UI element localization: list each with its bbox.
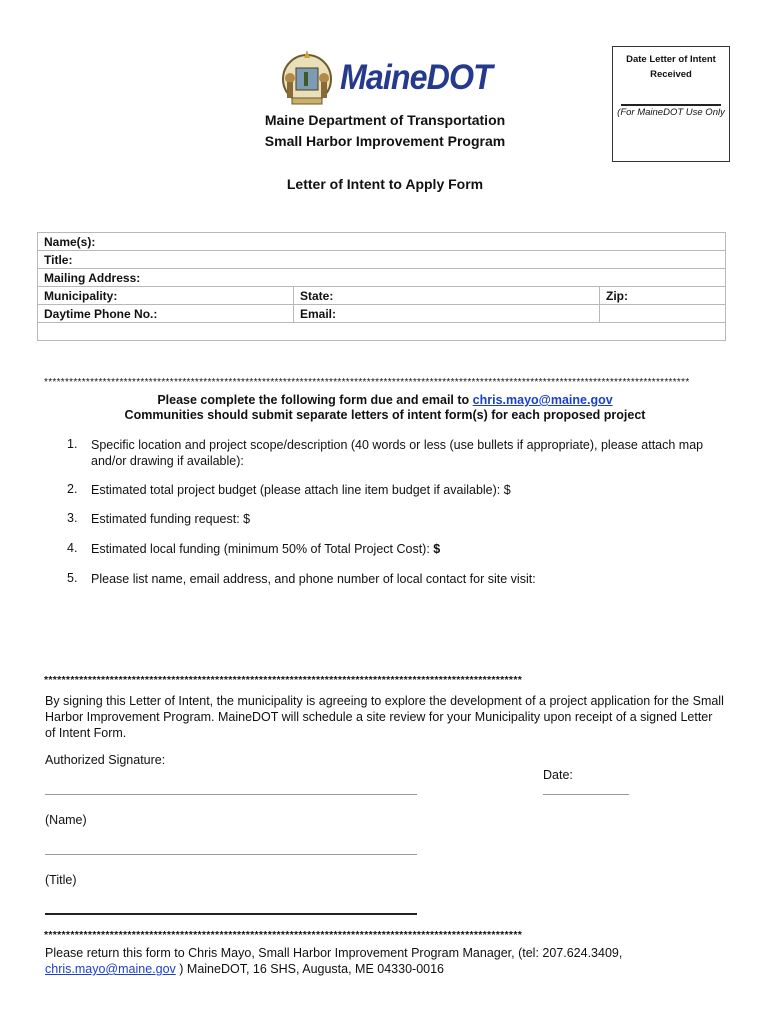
signature-line[interactable]: [45, 794, 417, 795]
form-title: Letter of Intent to Apply Form: [286, 176, 484, 192]
return-address: [45, 961, 725, 977]
state-field[interactable]: State:: [294, 287, 600, 305]
agreement-text: By signing this Letter of Intent, the municipality is agreeing to explore the development of a project application for the Small Harbor Improvement Program. MaineDOT will schedule a site review for your Municipality upon receipt of a signed Letter of Intent Form.: [45, 694, 724, 740]
footer-email-link[interactable]: chris.mayo@maine.gov: [45, 962, 176, 976]
item-total-budget: Estimated total project budget (please attach line item budget if available): $: [91, 483, 511, 497]
blank-row: [38, 323, 726, 341]
office-use-note: (For MaineDOT Use Only: [617, 107, 725, 118]
item-number: 3.: [67, 511, 78, 525]
org-name: Maine Department of Transportation: [264, 112, 506, 128]
authorized-signature-label: Authorized Signature:: [45, 753, 166, 767]
item-local-contact: Please list name, email address, and phone number of local contact for site visit:: [91, 572, 536, 586]
title-field[interactable]: Title:: [38, 251, 726, 269]
applicant-info-table: [37, 232, 726, 341]
municipality-field[interactable]: Municipality:: [38, 287, 294, 305]
item-funding-request: Estimated funding request: $: [91, 512, 251, 526]
brand-wordmark: MaineDOT: [340, 58, 492, 97]
item-number: 4.: [67, 541, 78, 555]
return-instructions: Please return this form to Chris Mayo, Small Harbor Improvement Program Manager, (tel: 207.624.3409,: [45, 946, 623, 960]
contact-email-link[interactable]: chris.mayo@maine.gov: [472, 393, 613, 407]
date-received-line: [621, 104, 721, 106]
separator: *************************************************************************************************************: [44, 929, 523, 941]
date-received-label: Date Letter of Intent Received: [626, 54, 716, 80]
separator: **********************************************************************************************************************************************************: [44, 377, 690, 388]
name-line[interactable]: [45, 854, 417, 855]
names-field[interactable]: Name(s):: [38, 233, 726, 251]
submission-instruction: [40, 393, 730, 407]
office-use-box: [612, 46, 730, 162]
phone-field[interactable]: Daytime Phone No.:: [38, 305, 294, 323]
dollar-sign: $: [433, 542, 441, 556]
item-number: 2.: [67, 482, 78, 496]
program-name: Small Harbor Improvement Program: [264, 133, 506, 149]
mailing-address-field[interactable]: Mailing Address:: [38, 269, 726, 287]
address-text: ) MaineDOT, 16 SHS, Augusta, ME 04330-0016: [175, 962, 444, 976]
mainedot-logo: [276, 46, 492, 108]
item-project-scope: Specific location and project scope/description (40 words or less (use bullets if appropriate), please attach map and/or drawing if available):: [91, 438, 704, 468]
email-field[interactable]: Email:: [294, 305, 600, 323]
title-line[interactable]: [45, 913, 417, 915]
empty-cell: [600, 305, 726, 323]
local-funding-text: Estimated local funding (minimum 50% of Total Project Cost):: [91, 542, 434, 556]
item-local-funding: [91, 541, 711, 557]
date-line[interactable]: [543, 794, 629, 795]
separate-forms-note: Communities should submit separate letters of intent form(s) for each proposed project: [124, 408, 646, 422]
item-number: 5.: [67, 571, 78, 585]
title-label: (Title): [45, 873, 77, 887]
state-seal-icon: [276, 46, 338, 108]
date-label: Date:: [543, 768, 573, 782]
item-number: 1.: [67, 437, 78, 451]
zip-field[interactable]: Zip:: [600, 287, 726, 305]
instruction-text: Please complete the following form due and email to: [157, 393, 473, 407]
name-label: (Name): [45, 813, 87, 827]
separator: *************************************************************************************************************: [44, 674, 523, 686]
